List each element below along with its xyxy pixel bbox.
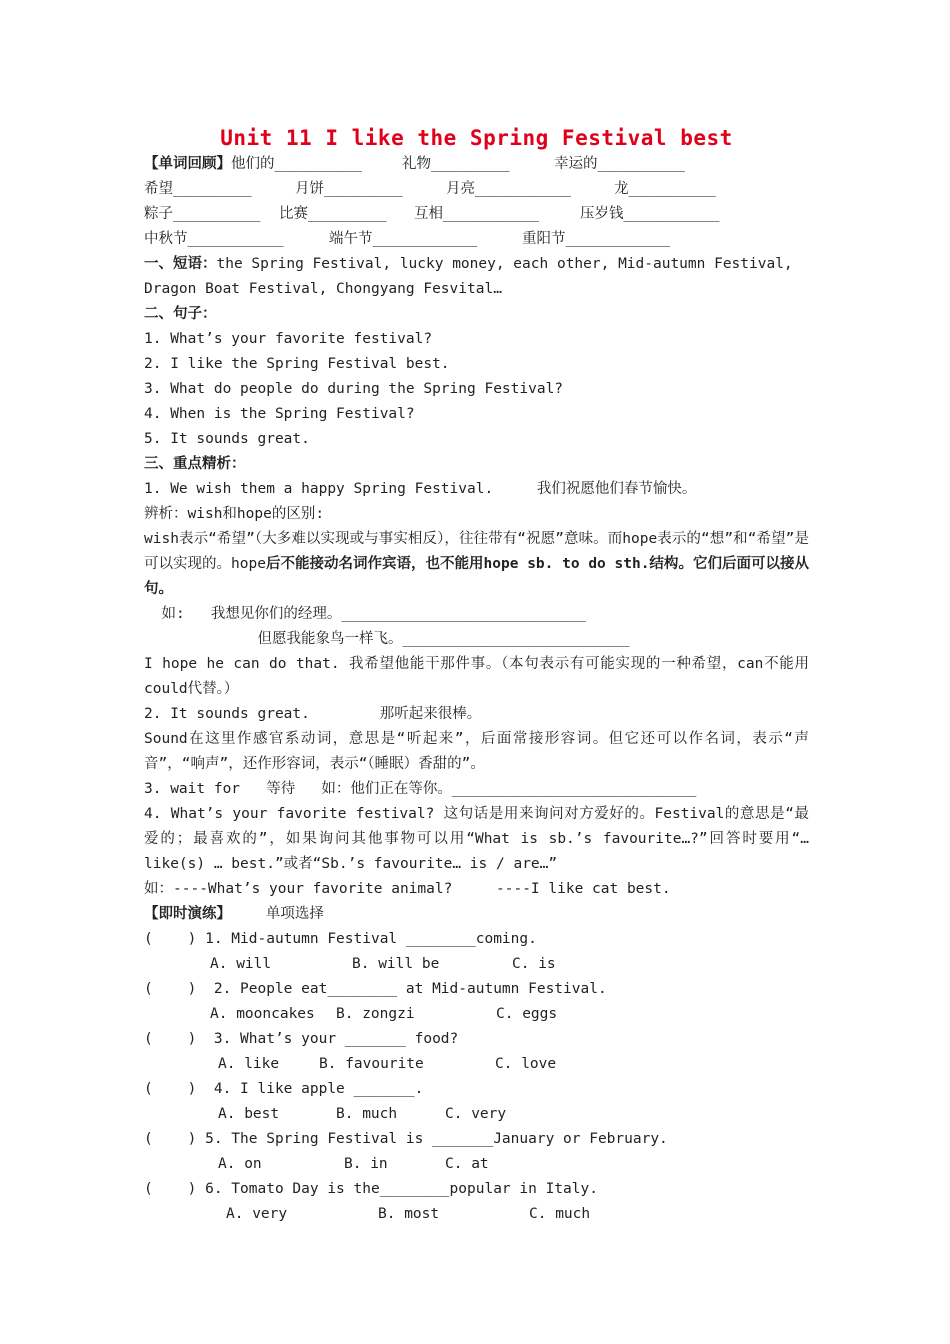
keypoint-text: 辨析：wish和hope的区别: [144,506,325,522]
vocab-heading: 【单词回顾】 [144,156,231,172]
sentence-item: 2. I like the Spring Festival best. [144,356,450,372]
vocab-item: 龙__________ [614,181,716,197]
example-line: 如: 我想见你们的经理。____________________________ [144,606,586,622]
sentence-item: 3. What do people do during the Spring Festival? [144,381,564,397]
vocab-row [144,152,809,177]
question: ( ) 3. What’s your _______ food? [144,1031,459,1047]
keypoint-text: 3. wait for 等待 如：他们正在等你。____________________________ [144,781,697,797]
option: A. best [218,1106,280,1122]
vocab-row [144,202,809,227]
vocab-item: 月亮___________ [446,181,572,197]
option: B. much [336,1106,398,1122]
option: B. will be [352,956,440,972]
option: C. much [529,1206,591,1222]
page-title: Unit 11 I like the Spring Festival best [220,126,733,150]
sentence-item: 1. What’s your favorite festival? [144,331,433,347]
keypoint-paragraph: 4. What’s your favorite festival? 这句话是用来询问对方爱好的。Festival的意思是“最爱的；最喜欢的”，如果询问其他事物可以用“What is sb.’s favourite…?”回答时要用“…like(s) … best.”或者“Sb.’s favourite… is / are…” [144,806,809,872]
options-row [144,1052,809,1077]
vocab-item: 比赛_________ [279,206,387,222]
vocab-row [144,177,809,202]
option: C. is [512,956,556,972]
sentences-heading: 二、句子： [144,306,217,322]
option: B. zongzi [336,1006,415,1022]
phrases-text: the Spring Festival, lucky money, each other, Mid-autumn Festival, [216,256,793,272]
option: A. on [218,1156,262,1172]
question: ( ) 2. People eat________ at Mid-autumn Festival. [144,981,607,997]
option: A. like [218,1056,280,1072]
options-row [144,952,809,977]
vocab-item: 他们的__________ [231,156,362,172]
question: ( ) 6. Tomato Day is the________popular in Italy. [144,1181,598,1197]
question: ( ) 5. The Spring Festival is _______January or February. [144,1131,668,1147]
option: C. at [445,1156,489,1172]
vocab-item: 月饼_________ [295,181,403,197]
keypoint-paragraph: Sound在这里作感官系动词，意思是“听起来”，后面常接形容词。但它还可以作名词，表示“声音”，“响声”，还作形容词，表示“（睡眠）香甜的”。 [144,731,809,772]
worksheet [144,120,809,1227]
options-row [144,1102,809,1127]
question: ( ) 1. Mid-autumn Festival ________coming. [144,931,537,947]
vocab-item: 压岁钱___________ [580,206,720,222]
option: A. very [226,1206,288,1222]
keypoint-text: wish表示“希望”（大多难以实现或与事实相反），往往带有“祝愿”意味。而hope表示的“想”和“希望”是可以实现的。hope [144,531,809,572]
question: ( ) 4. I like apple _______. [144,1081,424,1097]
option: B. favourite [319,1056,424,1072]
vocab-item: 互相___________ [414,206,540,222]
phrases-line [144,252,809,277]
option: C. eggs [496,1006,558,1022]
option: C. very [445,1106,507,1122]
keypoint-paragraph [144,527,809,602]
keypoint-text: 1. We wish them a happy Spring Festival. 我们祝愿他们春节愉快。 [144,481,697,497]
vocab-item: 中秋节___________ [144,231,284,247]
vocab-item: 粽子__________ [144,206,261,222]
option: A. will [210,956,272,972]
option: B. in [344,1156,388,1172]
keypoint-text: 2. It sounds great. 那听起来很棒。 [144,706,482,722]
example-line: 但愿我能象鸟一样飞。__________________________ [144,631,630,647]
vocab-row [144,227,809,252]
sentence-item: 5. It sounds great. [144,431,310,447]
options-row [144,1202,809,1227]
phrases-heading: 一、短语： [144,256,217,272]
options-row [144,1152,809,1177]
vocab-item: 端午节____________ [329,231,478,247]
option: C. love [495,1056,557,1072]
practice-heading: 【即时演练】 [144,906,231,922]
vocab-item: 希望_________ [144,181,252,197]
options-row [144,1002,809,1027]
sentence-item: 4. When is the Spring Festival? [144,406,415,422]
practice-header [144,902,809,927]
option: B. most [378,1206,440,1222]
practice-subheading: 单项选择 [265,906,324,922]
keypoint-emphasis: 后不能接动名词作宾语，也不能用hope sb. to do sth.结构。它们后面可以接从句。 [144,556,809,597]
keypoints-heading: 三、重点精析： [144,456,246,472]
option: A. mooncakes [210,1006,315,1022]
vocab-item: 重阳节____________ [522,231,671,247]
example-line: 如：----What’s your favorite animal? ----I like cat best. [144,881,671,897]
example-paragraph: I hope he can do that. 我希望他能干那件事。（本句表示有可能实现的一种希望，can不能用could代替。） [144,656,809,697]
phrases-text: Dragon Boat Festival, Chongyang Fesvital… [144,281,502,297]
vocab-item: 礼物_________ [402,156,510,172]
vocab-item: 幸运的__________ [554,156,685,172]
